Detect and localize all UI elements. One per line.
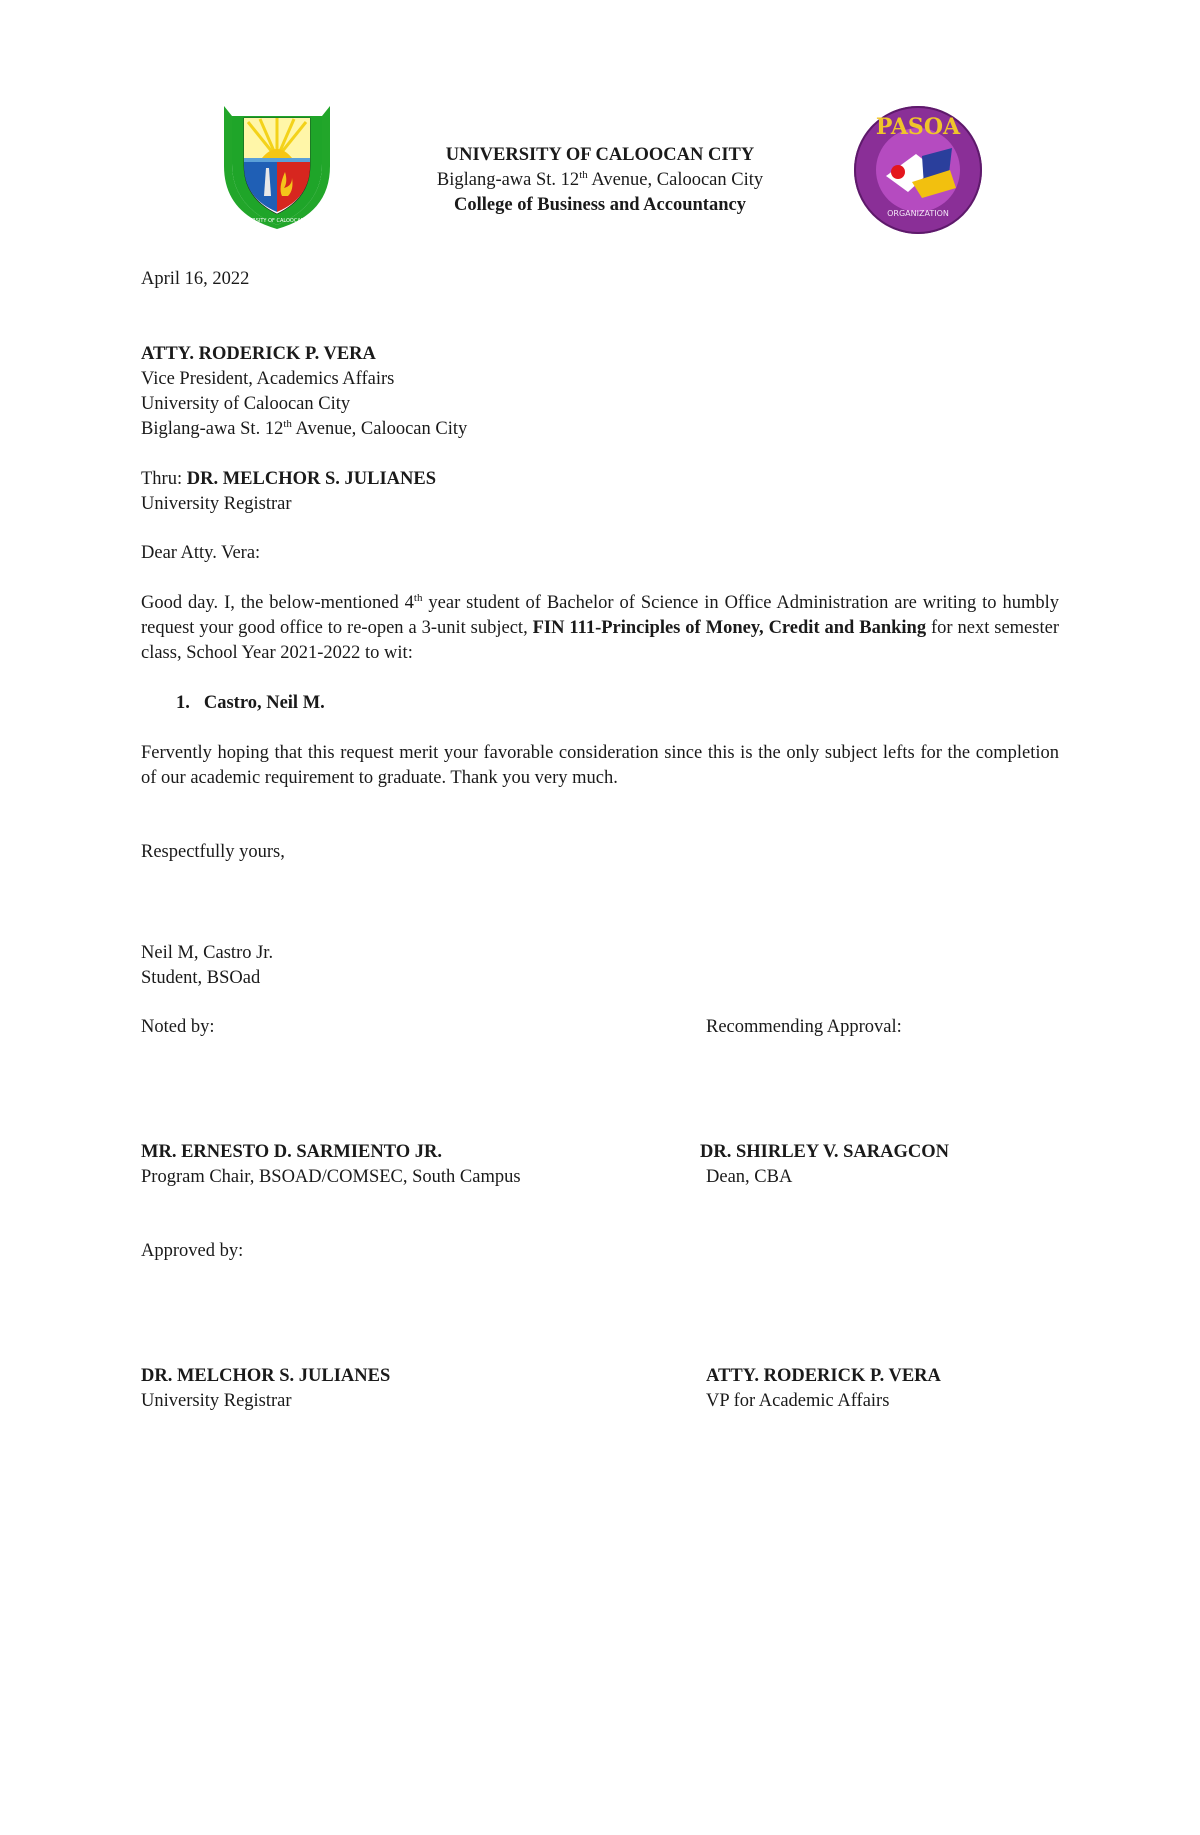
university-name: UNIVERSITY OF CALOOCAN CITY xyxy=(445,145,755,165)
college-name: College of Business and Accountancy xyxy=(454,195,746,215)
university-address: Biglang-awa St. 12th Avenue, Caloocan City xyxy=(436,168,764,190)
svg-text:PASOA: PASOA xyxy=(875,114,961,140)
body-paragraph-1: Good day. I, the below-mentioned 4th year student of Bachelor of Science in Office Administration are writing to humbly request your good office to re-open a 3-unit subject, FIN 111-Principles of Money, Credit and Banking for next semester class, School Year 2021-2022 to wit: xyxy=(141,591,1059,663)
approved-signatory-right xyxy=(706,1364,941,1414)
recipient-org: University of Caloocan City xyxy=(141,394,351,414)
student-list-item: 1. Castro, Neil M. xyxy=(176,693,325,713)
recipient-block xyxy=(141,342,467,442)
noted-label: Noted by: xyxy=(141,1017,215,1037)
recipient-name: ATTY. RODERICK P. VERA xyxy=(141,344,376,364)
letter-date: April 16, 2022 xyxy=(141,269,250,289)
recommending-signatory xyxy=(700,1140,949,1190)
svg-text:ORGANIZATION: ORGANIZATION xyxy=(887,209,949,218)
vp-title: VP for Academic Affairs xyxy=(706,1391,890,1411)
letterhead xyxy=(0,143,1200,218)
svg-text:UNIVERSITY OF CALOOCAN CITY: UNIVERSITY OF CALOOCAN CITY xyxy=(236,218,318,224)
thru-title: University Registrar xyxy=(141,494,292,514)
sender-block xyxy=(141,941,273,991)
registrar-name: DR. MELCHOR S. JULIANES xyxy=(141,1366,391,1386)
noted-name: MR. ERNESTO D. SARMIENTO JR. xyxy=(141,1142,443,1162)
thru-block xyxy=(141,467,436,517)
recommending-label: Recommending Approval: xyxy=(706,1017,902,1037)
approved-label: Approved by: xyxy=(141,1241,244,1261)
pasoa-organization-logo xyxy=(852,104,984,236)
registrar-title: University Registrar xyxy=(141,1391,292,1411)
body-paragraph-2: Fervently hoping that this request merit your favorable consideration since this is the only subject lefts for the completion of our academic requirement to graduate. Thank you very much. xyxy=(141,743,1059,788)
sender-name: Neil M, Castro Jr. xyxy=(141,943,274,963)
recommending-name: DR. SHIRLEY V. SARAGCON xyxy=(700,1142,949,1162)
thru-line: Thru: DR. MELCHOR S. JULIANES xyxy=(141,469,437,489)
vp-name: ATTY. RODERICK P. VERA xyxy=(706,1366,941,1386)
approved-signatory-left xyxy=(141,1364,390,1414)
noted-title: Program Chair, BSOAD/COMSEC, South Campus xyxy=(141,1167,521,1187)
recipient-address: Biglang-awa St. 12th Avenue, Caloocan City xyxy=(141,417,468,439)
closing: Respectfully yours, xyxy=(141,842,285,862)
noted-signatory xyxy=(141,1140,521,1190)
salutation: Dear Atty. Vera: xyxy=(141,543,261,563)
recipient-title: Vice President, Academics Affairs xyxy=(141,369,395,389)
recommending-title: Dean, CBA xyxy=(706,1167,793,1187)
sender-title: Student, BSOad xyxy=(141,968,261,988)
